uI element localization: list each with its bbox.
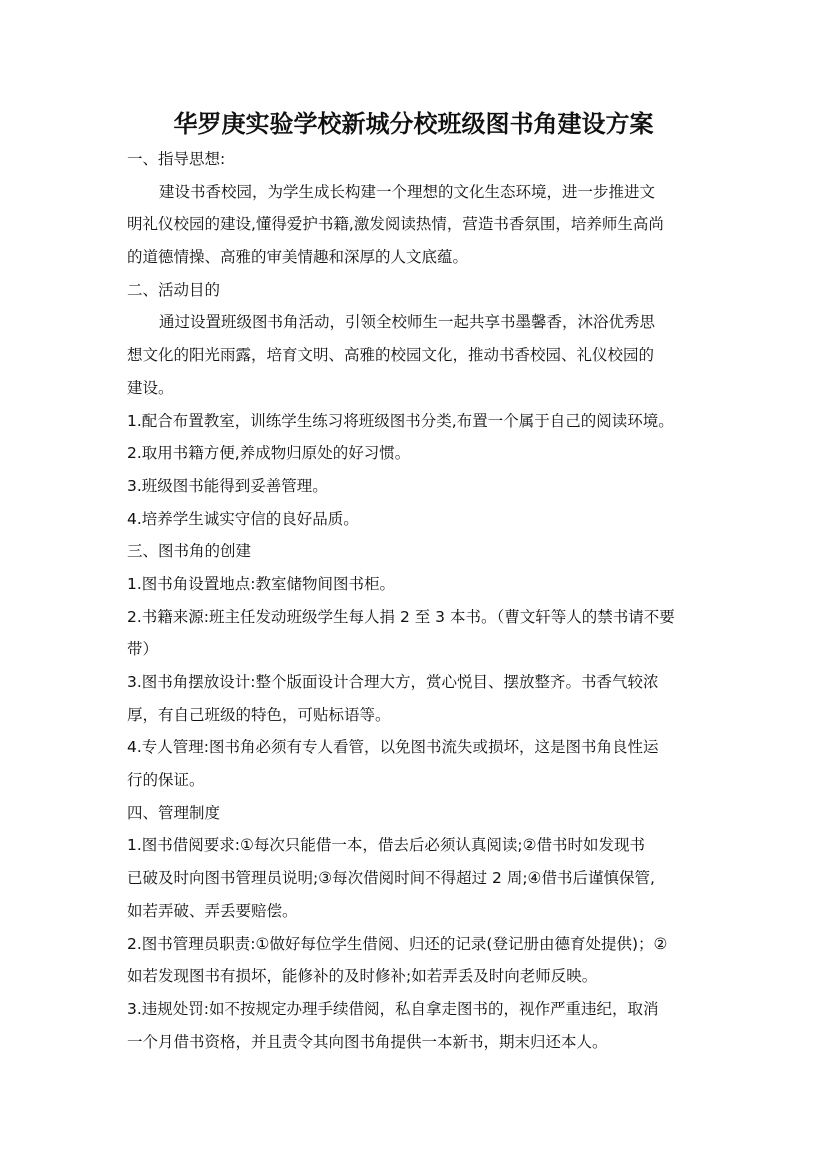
text-line: 2.图书管理员职责:①做好每位学生借阅、归还的记录(登记册由德育处提供)；② [127,934,668,953]
text-line: 的道德情操、高雅的审美情趣和深厚的人文底蕴。 [127,248,469,267]
text-line: 4.专人管理:图书角必须有专人看管，以免图书流失或损坏，这是图书角良性运 [127,738,659,757]
text-line: 如若弄破、弄丢要赔偿。 [127,901,298,920]
text-line: 1.图书角设置地点:教室储物间图书柜。 [127,574,396,593]
text-line: 2.书籍来源:班主任发动班级学生每人捐 2 至 3 本书。（曹文轩等人的禁书请不要 [127,607,675,626]
text-line: 一个月借书资格，并且责令其向图书角提供一本新书，期末归还本人。 [127,1032,608,1051]
text-line: 如若发现图书有损坏，能修补的及时修补;如若弄丢及时向老师反映。 [127,967,598,986]
text-line: 3.图书角摆放设计:整个版面设计合理大方，赏心悦目、摆放整齐。书香气较浓 [127,673,659,691]
text-line: 通过设置班级图书角活动，引领全校师生一起共享书墨馨香，沐浴优秀思 [159,313,656,332]
text-line: 二、活动目的 [127,280,221,299]
text-line: 3.违规处罚:如不按规定办理手续借阅，私自拿走图书的，视作严重违纪，取消 [127,999,659,1018]
text-line: 三、图书角的创建 [127,542,252,561]
text-line: 建设书香校园，为学生成长构建一个理想的文化生态环境，进一步推进文 [159,182,656,201]
text-line: 想文化的阳光雨露，培育文明、高雅的校园文化，推动书香校园、礼仪校园的 [127,346,655,365]
text-line: 4.培养学生诚实守信的良好品质。 [127,509,359,528]
text-line: 3.班级图书能得到妥善管理。 [127,476,328,495]
text-line: 带） [127,640,159,659]
document-title: 华罗庚实验学校新城分校班级图书角建设方案 [173,110,654,138]
text-line: 厚，有自己班级的特色，可贴标语等。 [127,705,391,724]
text-line: 建设。 [127,378,174,397]
text-line: 行的保证。 [127,771,205,790]
text-line: 一、指导思想: [127,150,226,168]
text-line: 2.取用书籍方便,养成物归原处的好习惯。 [127,444,411,463]
document-body [127,143,707,1058]
text-line: 明礼仪校园的建设,懂得爱护书籍,激发阅读热情，营造书香氛围，培养师生高尚 [127,215,664,234]
text-line: 1.图书借阅要求:①每次只能借一本，借去后必须认真阅读;②借书时如发现书 [127,836,646,855]
text-line: 1.配合布置教室，训练学生练习将班级图书分类,布置一个属于自己的阅读环境。 [127,411,674,430]
text-line: 已破及时向图书管理员说明;③每次借阅时间不得超过 2 周;④借书后谨慎保管, [127,869,655,888]
text-line: 四、管理制度 [127,803,221,822]
